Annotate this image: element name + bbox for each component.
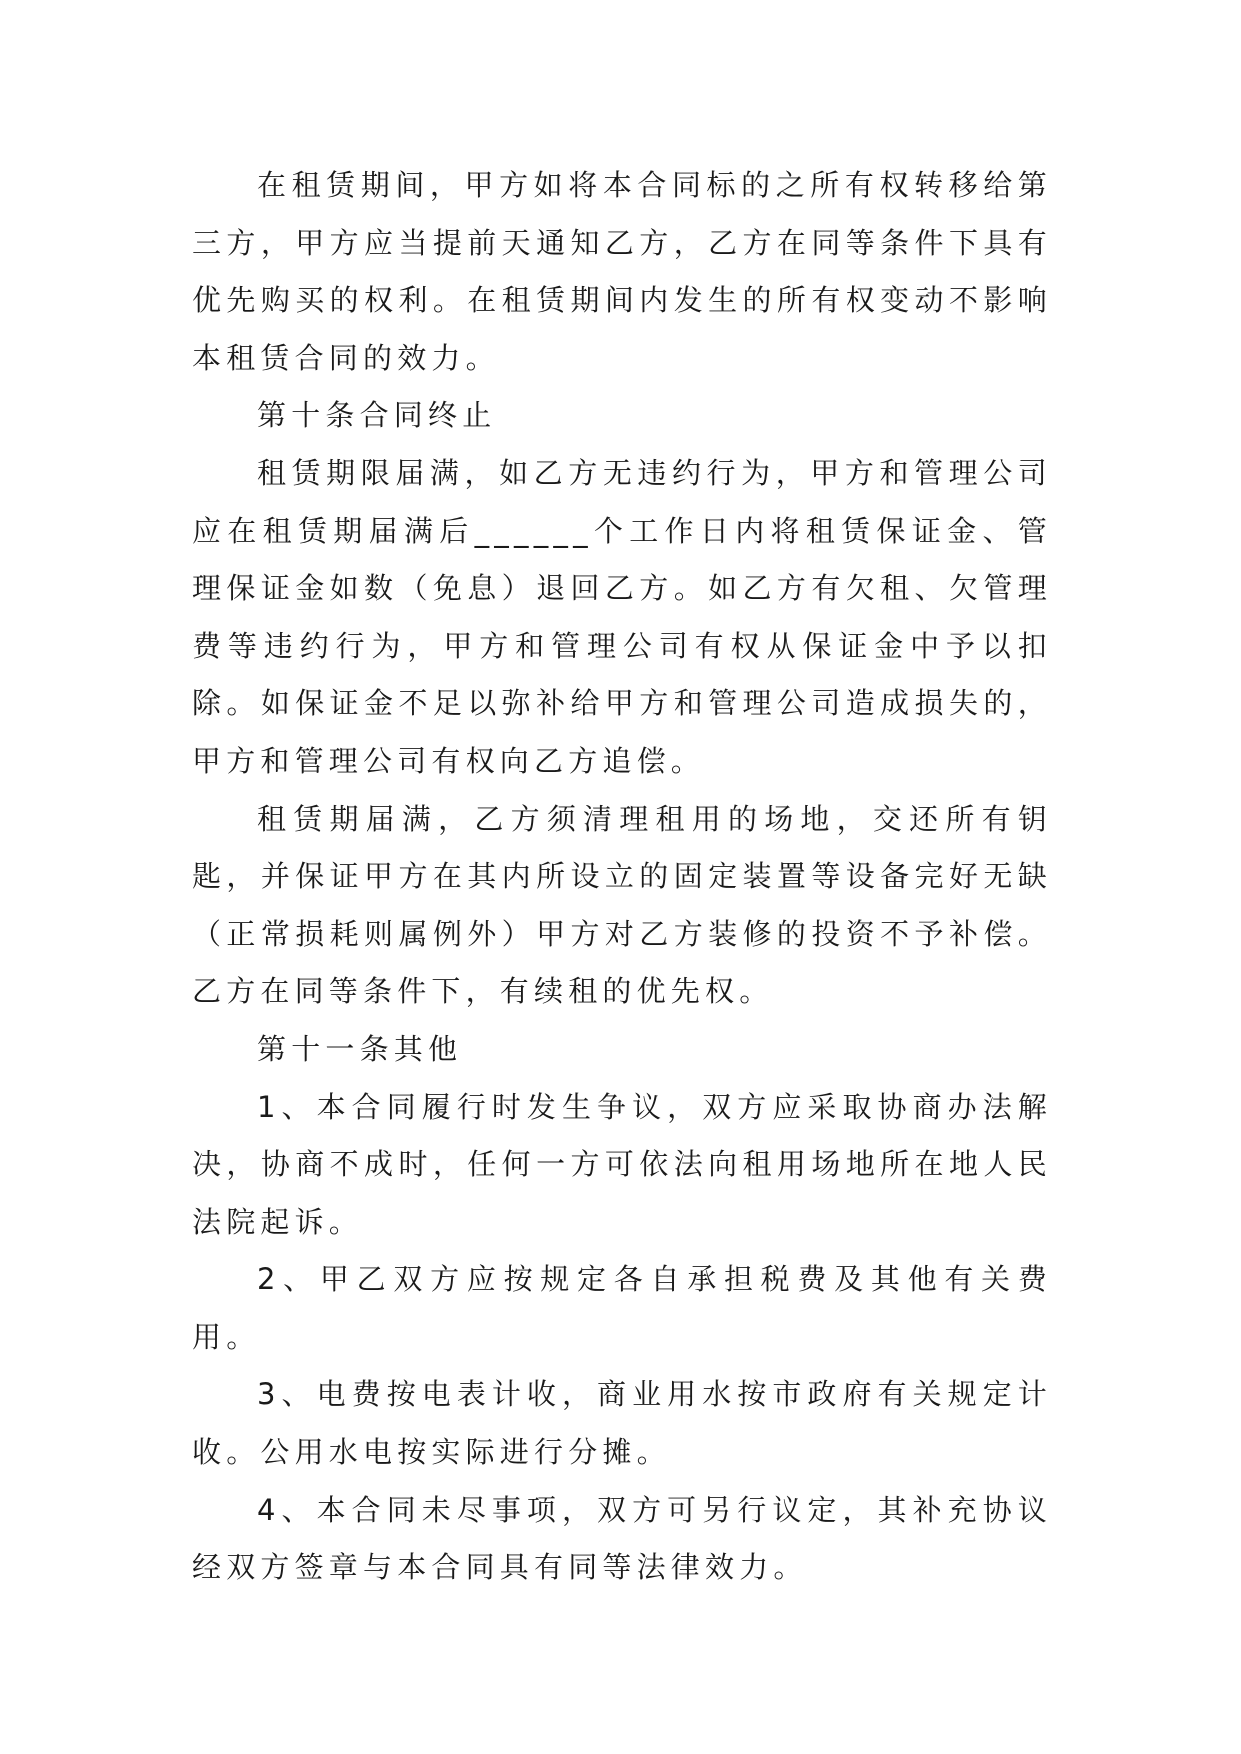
paragraph-dispute: 1、本合同履行时发生争议，双方应采取协商办法解决，协商不成时，任何一方可依法向租用场地所在地人民法院起诉。 (192, 1089, 1052, 1239)
paragraph-ownership-transfer: 在租赁期间，甲方如将本合同标的之所有权转移给第三方，甲方应当提前天通知乙方，乙方在同等条件下具有优先购买的权利。在租赁期间内发生的所有权变动不影响本租赁合同的效力。 (192, 168, 1052, 375)
paragraph-site-return: 租赁期届满，乙方须清理租用的场地，交还所有钥匙，并保证甲方在其内所设立的固定装置等设备完好无缺（正常损耗则属例外）甲方对乙方装修的投资不予补偿。乙方在同等条件下，有续租的优先权。 (192, 801, 1052, 1009)
paragraph-deposit-refund: 租赁期限届满，如乙方无违约行为，甲方和管理公司应在租赁期届满后______个工作日内将租赁保证金、管理保证金如数（免息）退回乙方。如乙方有欠租、欠管理费等违约行为，甲方和管理公司有权从保证金中予以扣除。如保证金不足以弥补给甲方和管理公司造成损失的，甲方和管理公司有权向乙方追偿。 (192, 455, 1052, 778)
paragraph-supplement: 4、本合同未尽事项，双方可另行议定，其补充协议经双方签章与本合同具有同等法律效力。 (192, 1492, 1052, 1585)
heading-article-10: 第十条合同终止 (257, 398, 497, 433)
heading-article-11: 第十一条其他 (257, 1031, 463, 1066)
document-body (192, 157, 1052, 1597)
paragraph-taxes: 2、甲乙双方应按规定各自承担税费及其他有关费用。 (192, 1262, 1052, 1354)
paragraph-utilities: 3、电费按电表计收，商业用水按市政府有关规定计收。公用水电按实际进行分摊。 (192, 1377, 1052, 1470)
